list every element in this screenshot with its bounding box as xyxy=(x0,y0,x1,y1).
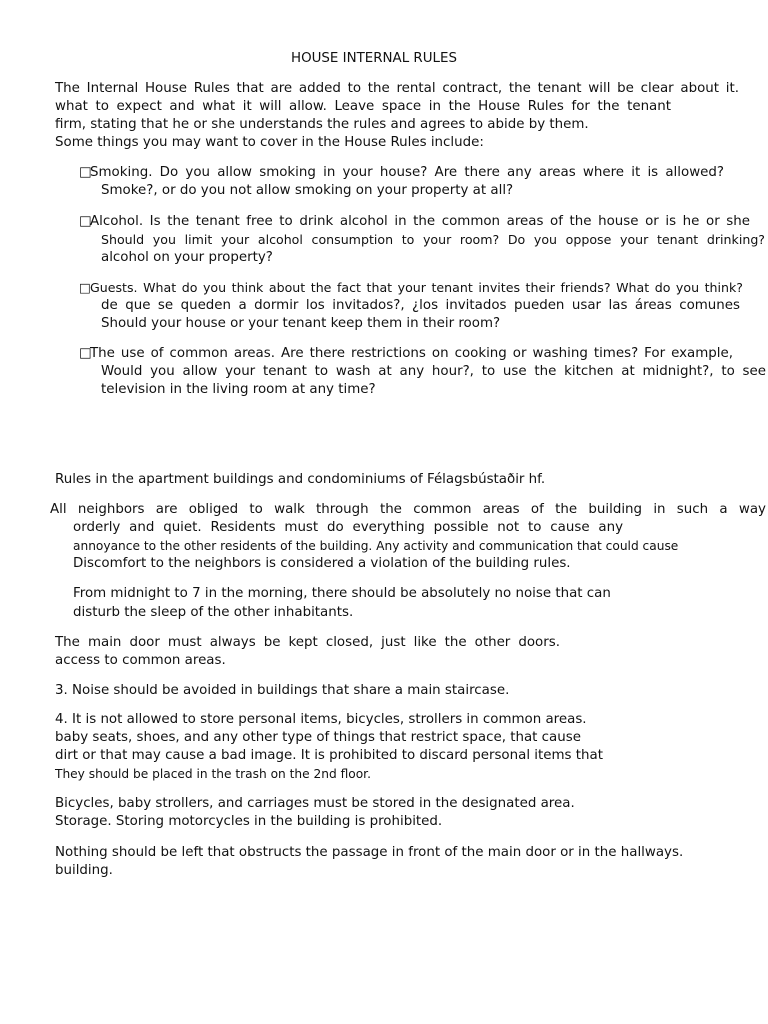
intro-line-2: what to expect and what it will allow. Leave space in the House Rules for the tenant xyxy=(55,99,671,114)
checkbox-bullet-icon: □ xyxy=(79,280,91,295)
rule1-line-3: annoyance to the other residents of the building. Any activity and communication that could cause xyxy=(73,539,679,553)
intro-line-1: The Internal House Rules that are added to the rental contract, the tenant will be clear about it. xyxy=(55,81,739,96)
rule1b-line-1: From midnight to 7 in the morning, there should be absolutely no noise that can xyxy=(73,586,611,601)
rule4-line-4: They should be placed in the trash on the 2nd floor. xyxy=(55,767,371,781)
bullet-common-areas-line-2: Would you allow your tenant to wash at any hour?, to use the kitchen at midnight?, to see xyxy=(101,364,766,379)
rule2-line-2: access to common areas. xyxy=(55,653,226,668)
bullet-alcohol-line-3: alcohol on your property? xyxy=(101,250,273,265)
checkbox-bullet-icon: □ xyxy=(79,346,92,361)
bullet-guests-line-3: Should your house or your tenant keep them in their room? xyxy=(101,316,501,331)
bullet-common-areas-line-3: television in the living room at any time? xyxy=(101,382,376,397)
rule3-line: 3. Noise should be avoided in buildings that share a main staircase. xyxy=(55,683,510,698)
intro-line-3: firm, stating that he or she understands the rules and agrees to abide by them. xyxy=(55,117,589,132)
bullet-text: The use of common areas. Are there restrictions on cooking or washing times? For example, xyxy=(90,346,733,361)
rule2-line-1: The main door must always be kept closed, just like the other doors. xyxy=(55,635,560,650)
rules-heading: Rules in the apartment buildings and condominiums of Félagsbústaðir hf. xyxy=(55,472,546,487)
checkbox-bullet-icon: □ xyxy=(79,165,92,180)
rule6-line-2: building. xyxy=(55,863,113,878)
bullet-text: Alcohol. Is the tenant free to drink alcohol in the common areas of the house or is he or she xyxy=(90,214,750,229)
rule1-line-2: orderly and quiet. Residents must do everything possible not to cause any xyxy=(73,520,623,535)
bullet-smoking-line-2: Smoke?, or do you not allow smoking on your property at all? xyxy=(101,183,514,198)
bullet-text: Guests. What do you think about the fact that your tenant invites their friends? What do you think? xyxy=(90,280,743,295)
rule5-line-1: Bicycles, baby strollers, and carriages must be stored in the designated area. xyxy=(55,796,575,811)
bullet-common-areas-line-1 xyxy=(79,345,733,363)
rule1b-line-2: disturb the sleep of the other inhabitants. xyxy=(73,605,354,620)
bullet-alcohol-line-2: Should you limit your alcohol consumption to your room? Do you oppose your tenant drinking? xyxy=(101,232,765,247)
bullet-smoking-line-1 xyxy=(79,164,724,182)
rule4-line-1: 4. It is not allowed to store personal items, bicycles, strollers in common areas. xyxy=(55,712,587,727)
checkbox-bullet-icon: □ xyxy=(79,214,92,229)
document-title: HOUSE INTERNAL RULES xyxy=(291,51,457,66)
rule1-line-4: Discomfort to the neighbors is considered a violation of the building rules. xyxy=(73,556,571,571)
rule4-line-2: baby seats, shoes, and any other type of things that restrict space, that cause xyxy=(55,730,581,745)
rule4-line-3: dirt or that may cause a bad image. It is prohibited to discard personal items that xyxy=(55,748,603,763)
bullet-guests-line-2: de que se queden a dormir los invitados?, ¿los invitados pueden usar las áreas comunes xyxy=(101,298,740,313)
bullet-text: Smoking. Do you allow smoking in your house? Are there any areas where it is allowed? xyxy=(90,165,724,180)
intro-line-4: Some things you may want to cover in the House Rules include: xyxy=(55,135,484,150)
rule1-line-1: All neighbors are obliged to walk through the common areas of the building in such a way xyxy=(50,502,766,517)
rule5-line-2: Storage. Storing motorcycles in the building is prohibited. xyxy=(55,814,443,829)
bullet-alcohol-line-1 xyxy=(79,213,750,231)
rule6-line-1: Nothing should be left that obstructs the passage in front of the main door or in the hallways. xyxy=(55,845,684,860)
bullet-guests-line-1 xyxy=(79,279,743,297)
